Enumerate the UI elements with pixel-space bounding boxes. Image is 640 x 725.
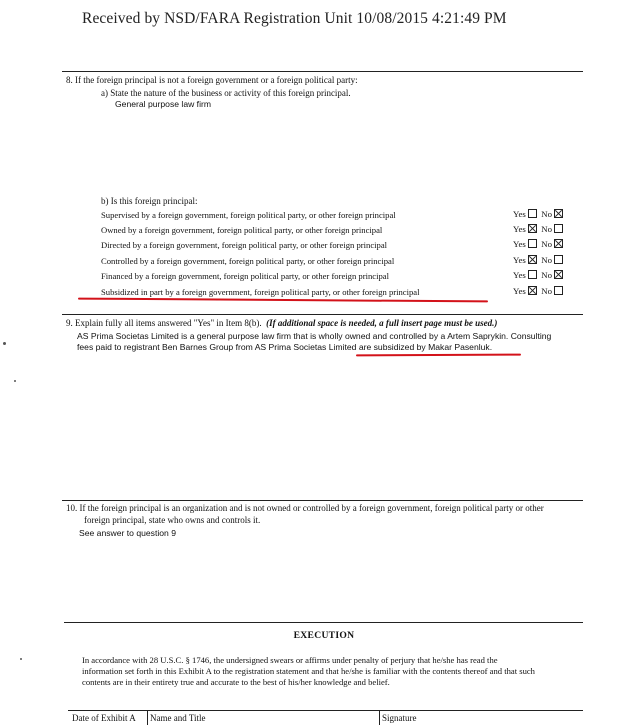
yes-checkbox[interactable] [528,255,537,264]
item8b-row: Financed by a foreign government, foreign political party, or other foreign principal [101,271,389,281]
execution-title: EXECUTION [293,630,355,641]
item10-question-line1: 10. If the foreign principal is an organization and is not owned or controlled by a foreign government, foreign political party or other [66,503,544,513]
item9-question: 9. Explain fully all items answered "Yes" in Item 8(b). (If additional space is needed, a full insert page must be used.) [66,318,498,328]
no-checkbox[interactable] [554,224,563,233]
signature-row-rule [68,710,583,711]
received-stamp: Received by NSD/FARA Registration Unit 10/08/2015 4:21:49 PM [82,10,507,27]
yes-no-pair: Yes No [513,286,563,296]
yes-no-pair: Yes No [513,209,563,219]
section-divider [62,314,583,315]
no-checkbox[interactable] [554,270,563,279]
scan-speck [14,380,16,382]
item8b-row: Controlled by a foreign government, foreign political party, or other foreign principal [101,256,395,266]
item8a-answer: General purpose law firm [115,99,212,109]
item9-answer-line1: AS Prima Societas Limited is a general purpose law firm that is wholly owned and controlled by a Artem Saprykin. Consulting [77,331,552,341]
yes-no-pair: Yes No [513,270,563,280]
scan-speck [3,342,6,345]
yes-checkbox[interactable] [528,286,537,295]
section-divider-top [62,71,583,72]
yes-checkbox[interactable] [528,209,537,218]
signature-label: Signature [382,713,417,723]
execution-text-line3: contents are in their entirety true and accurate to the best of his/her knowledge and belief. [82,677,390,687]
yes-checkbox[interactable] [528,224,537,233]
yes-checkbox[interactable] [528,239,537,248]
item10-answer: See answer to question 9 [79,528,176,538]
section-divider [64,622,583,623]
item8b-label: b) Is this foreign principal: [101,196,198,206]
no-checkbox[interactable] [554,209,563,218]
yes-no-pair: Yes No [513,224,563,234]
no-checkbox[interactable] [554,239,563,248]
yes-checkbox[interactable] [528,270,537,279]
execution-text-line1: In accordance with 28 U.S.C. § 1746, the undersigned swears or affirms under penalty of perjury that he/she has read the [82,655,498,665]
item8b-row: Subsidized in part by a foreign government, foreign political party, or other foreign principal [101,287,420,297]
name-title-label: Name and Title [150,713,206,723]
item9-answer-line2: fees paid to registrant Ben Barnes Group from AS Prima Societas Limited are subsidized by Makar Pasenluk. [77,342,493,352]
date-of-exhibit-label: Date of Exhibit A [72,713,136,723]
section-divider [62,500,583,501]
item10-question-line2: foreign principal, state who owns and controls it. [84,515,261,525]
red-annotation-underline [78,298,488,303]
yes-no-pair: Yes No [513,239,563,249]
scan-speck [20,658,22,660]
item8b-row: Directed by a foreign government, foreign political party, or other foreign principal [101,240,388,250]
yes-no-pair: Yes No [513,255,563,265]
no-checkbox[interactable] [554,286,563,295]
red-annotation-underline [356,354,521,357]
execution-text-line2: information set forth in this Exhibit A to the registration statement and that he/she is familiar with the contents thereof and that such [82,666,535,676]
no-checkbox[interactable] [554,255,563,264]
item8a-label: a) State the nature of the business or activity of this foreign principal. [101,88,351,98]
item8b-row: Owned by a foreign government, foreign political party, or other foreign principal [101,225,383,235]
item8-question: 8. If the foreign principal is not a foreign government or a foreign political party: [66,75,358,85]
item8b-row: Supervised by a foreign government, foreign political party, or other foreign principal [101,210,396,220]
